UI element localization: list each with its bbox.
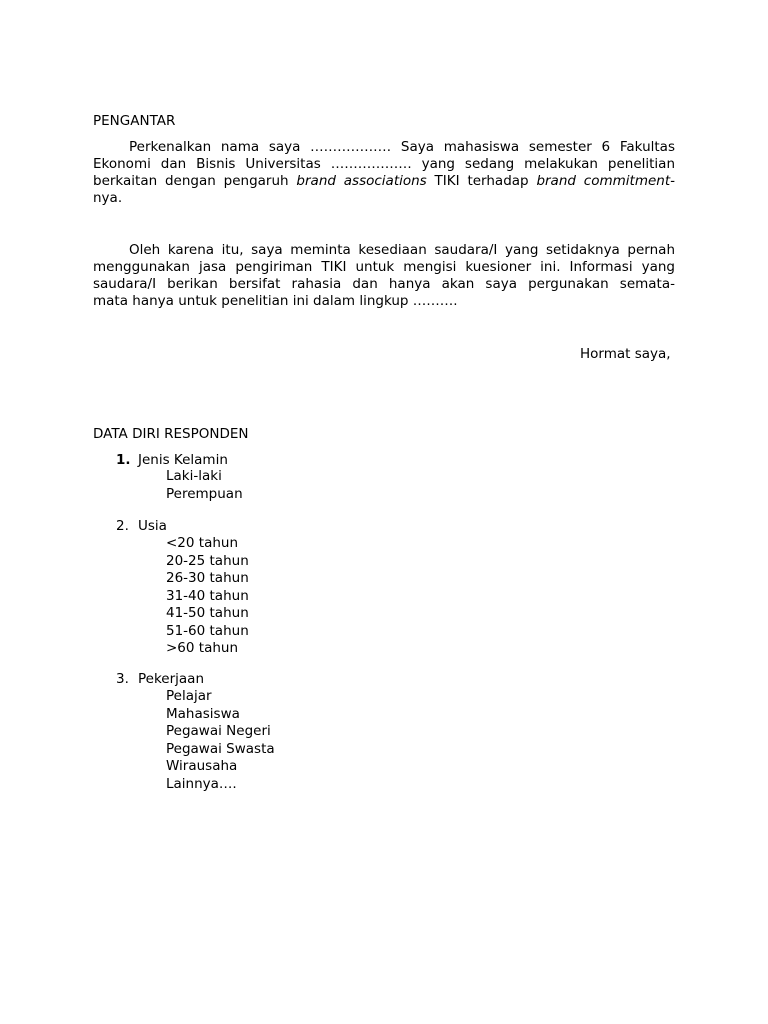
paragraph-line: menggunakan jasa pengiriman TIKI untuk mengisi kuesioner ini. Informasi yang: [93, 259, 675, 275]
option-item: Laki-laki: [166, 468, 222, 484]
closing-salutation: Hormat saya,: [580, 346, 671, 362]
intro-paragraph-1: [93, 139, 675, 207]
paragraph-line: berkaitan dengan pengaruh brand associations TIKI terhadap brand commitment-: [93, 173, 675, 189]
option-item: <20 tahun: [166, 535, 239, 551]
option-item: 20-25 tahun: [166, 552, 249, 569]
option-item: Perempuan: [166, 485, 243, 502]
option-item: Pegawai Negeri: [166, 723, 271, 739]
option-item: Pegawai Swasta: [166, 740, 275, 757]
question-label: Pekerjaan: [138, 671, 205, 687]
paragraph-line: saudara/I berikan bersifat rahasia dan hanya akan saya pergunakan semata-: [93, 276, 675, 292]
option-item: Pelajar: [166, 688, 212, 704]
option-item: Mahasiswa: [166, 705, 240, 722]
paragraph-line: Perkenalkan nama saya ……………… Saya mahasiswa semester 6 Fakultas: [129, 139, 675, 155]
question-pekerjaan: [116, 671, 204, 689]
option-item: 26-30 tahun: [166, 570, 249, 586]
option-item: 51-60 tahun: [166, 622, 249, 639]
question-label: Usia: [138, 518, 167, 534]
options-jenis-kelamin: [166, 468, 243, 503]
question-label: Jenis Kelamin: [138, 452, 228, 468]
question-number: 3.: [116, 671, 129, 687]
question-number: 1.: [116, 452, 131, 468]
intro-paragraph-2: [93, 242, 675, 310]
option-item: >60 tahun: [166, 640, 239, 656]
paragraph-line: Ekonomi dan Bisnis Universitas ……………… yang sedang melakukan penelitian: [93, 156, 675, 172]
options-usia: [166, 535, 249, 658]
option-item: Wirausaha: [166, 758, 238, 774]
question-usia: [116, 518, 167, 536]
paragraph-line: nya.: [93, 190, 123, 206]
question-jenis-kelamin: [116, 452, 228, 470]
intro-heading: PENGANTAR: [93, 113, 176, 129]
option-item: Lainnya….: [166, 775, 237, 792]
option-item: 41-50 tahun: [166, 605, 249, 621]
question-number: 2.: [116, 518, 129, 534]
paragraph-line: mata hanya untuk penelitian ini dalam lingkup ……….: [93, 293, 458, 309]
option-item: 31-40 tahun: [166, 587, 249, 604]
respondent-heading: DATA DIRI RESPONDEN: [93, 426, 249, 442]
paragraph-line: Oleh karena itu, saya meminta kesediaan saudara/I yang setidaknya pernah: [129, 242, 675, 258]
options-pekerjaan: [166, 688, 275, 793]
